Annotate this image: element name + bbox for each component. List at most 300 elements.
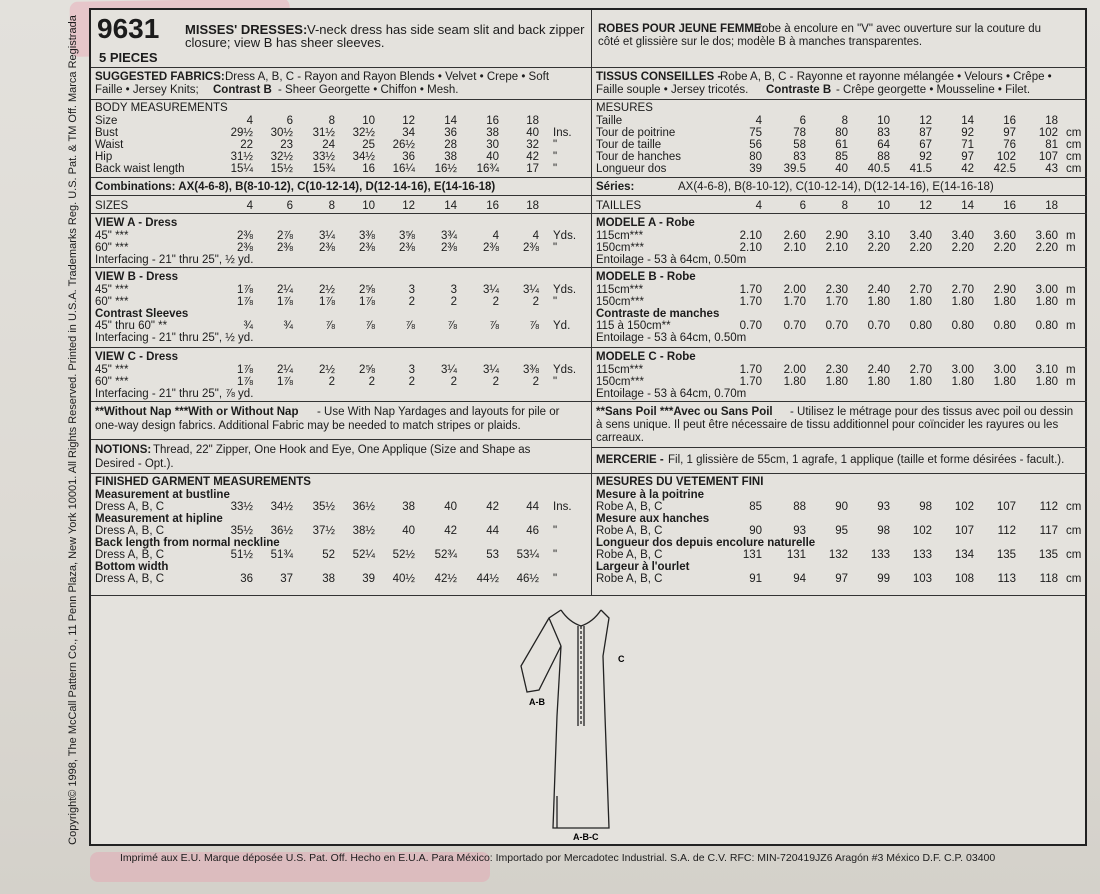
fr-model-c-row-value: 1.80 [1035,376,1058,388]
fr-body-row-value: 83 [877,127,890,139]
view-c-row-value: 2 [368,376,375,388]
body-row-unit: Ins. [553,127,572,139]
fr-body-row-value: 10 [877,115,890,127]
finished-row-value: 40 [444,501,457,513]
pieces-count: 5 PIECES [99,50,158,65]
body-row-value: 16 [362,163,375,175]
body-row-label: Back waist length [95,163,185,175]
body-row-value: 32½ [352,127,375,139]
view-c-row-value: 3¼ [441,364,457,376]
copyright-text: Copyright© 1998, The McCall Pattern Co., 11 Penn Plaza, New York 10001. All Rights Reserved. Printed in U.S.A. Trademarks Reg. U.S. Pat. & TM Off. Marca Registrada [67,15,79,845]
fabrics-line-1: Dress A, B, C - Rayon and Rayon Blends • Velvet • Crepe • Soft [225,71,550,83]
body-row-value: 16½ [434,163,457,175]
fr-model-a-row-value: 3.60 [1035,230,1058,242]
view-b-title: VIEW B - Dress [95,271,179,283]
body-row-value: 34 [402,127,415,139]
view-b-contrast-row-value: ¾ [283,320,293,332]
fr-finished-row-label: Robe A, B, C [596,525,663,537]
body-row-label: Hip [95,151,113,163]
fr-model-c-row-value: 3.10 [1035,364,1058,376]
copyright-sidebar [60,10,86,850]
view-c-row-value: 1⅞ [237,364,253,376]
fr-body-row-value: 40 [835,163,848,175]
fr-model-b-row-value: 1.80 [909,296,932,308]
fr-model-a-row-value: 2.10 [825,242,848,254]
fr-body-row-value: 80 [749,151,762,163]
fr-model-a-row-value: 2.20 [909,242,932,254]
fr-finished-row-value: 131 [742,549,762,561]
fr-finished-title: Longueur dos depuis encolure naturelle [596,537,816,549]
finished-row-value: 52¼ [352,549,375,561]
fr-size-header: 18 [1045,200,1058,212]
notions-block [91,440,591,474]
notions-label: NOTIONS: [95,444,152,456]
body-row-value: 15½ [270,163,293,175]
fr-model-b-contrast-row-value: 0.80 [1035,320,1058,332]
body-row-value: 36 [402,151,415,163]
view-c-row-value: 3¼ [483,364,499,376]
finished-row-value: 37 [280,573,293,585]
fr-model-a-row-value: 3.60 [993,230,1016,242]
view-c-row-value: 2 [328,376,335,388]
fr-model-b-row-value: 1.80 [951,296,974,308]
fr-body-row-value: 92 [961,127,974,139]
view-a-block [91,214,591,268]
finished-row-unit: Ins. [553,501,572,513]
body-row-value: 15¾ [312,163,335,175]
body-row-value: 31½ [230,151,253,163]
fr-body-row-value: 43 [1045,163,1058,175]
finished-label: FINISHED GARMENT MEASUREMENTS [95,476,311,488]
fr-body-row-value: 92 [919,151,932,163]
fr-finished-row-value: 102 [954,501,974,513]
fr-body-row-value: 85 [835,151,848,163]
fabrics-contrast: Contrast B [213,84,272,96]
fr-body-row-value: 81 [1045,139,1058,151]
fr-body-row-value: 56 [749,139,762,151]
fr-title: ROBES POUR JEUNE FEMME: [598,23,766,35]
view-c-row-label: 45" *** [95,364,129,376]
fr-finished-row-value: 135 [1038,549,1058,561]
fr-model-b-row-value: 1.80 [993,296,1016,308]
fr-model-b-contrast-row-value: 0.80 [951,320,974,332]
finished-row-value: 35½ [312,501,335,513]
fr-body-row-value: 12 [919,115,932,127]
size-header: 18 [526,200,539,212]
fr-finished-row-value: 90 [749,525,762,537]
finished-row-value: 40 [402,525,415,537]
nap-line-2: one-way design fabrics. Additional Fabric may be needed to match stripes or plaids. [95,420,521,432]
body-row-value: 10 [362,115,375,127]
fr-body-row-value: 64 [877,139,890,151]
body-row-value: 26½ [392,139,415,151]
fr-body-row-value: 102 [996,151,1016,163]
notions-line-1: Thread, 22" Zipper, One Hook and Eye, One Applique (Size and Shape as [153,444,531,456]
body-row-value: 28 [444,139,457,151]
sizes-label: SIZES [95,200,129,212]
fr-body-row-value: 40.5 [867,163,890,175]
body-row-unit: " [553,151,558,163]
nap-block [91,402,591,440]
fr-finished-row-unit: cm [1066,573,1082,585]
finished-row-value: 44 [526,501,539,513]
fr-model-c-row-value: 3.00 [993,364,1016,376]
fr-nap-block [592,402,1087,448]
instruction-frame [89,8,1087,846]
fr-model-c-block [592,348,1087,402]
fr-model-b-note: Entoilage - 53 à 64cm, 0.50m [596,332,747,344]
finished-row-value: 46 [526,525,539,537]
view-c-row-unit: " [553,376,558,388]
combinations: Combinations: AX(4-6-8), B(8-10-12), C(10-12-14), D(12-14-16), E(14-16-18) [95,181,496,193]
view-c-block [91,348,591,402]
body-row-label: Waist [95,139,124,151]
fr-finished-row-value: 118 [1039,573,1058,585]
fr-model-c-row-value: 2.40 [867,364,890,376]
fr-fabrics-block [592,68,1087,100]
view-c-row-label: 60" *** [95,376,129,388]
fr-model-c-row-value: 2.70 [909,364,932,376]
fr-model-b-row-value: 1.80 [867,296,890,308]
view-b-row-value: 1⅞ [277,296,293,308]
view-c-row-value: 2 [492,376,499,388]
body-row-value: 8 [328,115,335,127]
fr-size-header: 8 [841,200,848,212]
fr-body-row-value: 76 [1003,139,1016,151]
view-a-row-value: 4 [532,230,539,242]
body-measurements [91,100,591,178]
fr-body-row-value: 39 [749,163,762,175]
fr-model-b-contrast-row-value: 0.80 [993,320,1016,332]
fr-desc-1: robe à encolure en "V" avec ouverture sur la couture du [758,23,1042,35]
view-b-row-value: 2½ [319,284,335,296]
fr-finished-row-value: 112 [1039,501,1058,513]
finished-row-value: 34½ [270,501,293,513]
fr-body-row-value: 16 [1003,115,1016,127]
fr-finished-row-value: 131 [786,549,806,561]
fr-body-row-unit: cm [1066,127,1082,139]
fr-model-b-contrast-row-value: 0.80 [909,320,932,332]
fr-body-row-value: 88 [877,151,890,163]
fr-model-b-row-label: 115cm*** [596,284,644,296]
finished-row-value: 53¼ [516,549,539,561]
body-row-value: 32½ [270,151,293,163]
view-c-row-value: 2 [450,376,457,388]
fr-model-b-contrast-row-value: 0.70 [825,320,848,332]
fr-model-a-row-label: 150cm*** [596,242,644,254]
fr-model-c-row-value: 1.80 [951,376,974,388]
back-view-drawing [91,596,1085,842]
fr-finished-row-value: 107 [996,501,1016,513]
fr-model-a-row-value: 2.20 [1035,242,1058,254]
view-b-row-value: 3¼ [523,284,539,296]
fr-mercerie-block [592,448,1087,474]
fr-body-row-value: 58 [793,139,806,151]
view-b-note: Interfacing - 21" thru 25", ½ yd. [95,332,254,344]
view-b-contrast-row-value: ⅞ [405,320,415,332]
finished-title: Measurement at hipline [95,513,223,525]
view-b-row-value: 1⅞ [237,284,253,296]
view-a-row-value: 3⅝ [399,230,415,242]
fr-body-row-value: 80 [835,127,848,139]
finished-row-value: 35½ [230,525,253,537]
body-row-value: 31½ [312,127,335,139]
view-a-row-value: 2⅞ [277,230,293,242]
view-c-row-value: 2⅝ [359,364,375,376]
body-row-value: 4 [246,115,253,127]
view-c-row-unit: Yds. [553,364,577,376]
finished-row-value: 42 [444,525,457,537]
garment-illustration [91,596,1085,842]
body-row-label: Size [95,115,118,127]
finished-row-value: 38½ [352,525,375,537]
finished-row-value: 42½ [434,573,457,585]
view-a-row-value: 3⅜ [359,230,375,242]
view-a-row-value: 2⅜ [399,242,415,254]
size-header: 8 [328,200,335,212]
body-row-value: 36 [444,127,457,139]
fr-body-row-label: Tour de hanches [596,151,682,163]
fr-model-c-row-label: 150cm*** [596,376,644,388]
view-a-row-label: 60" *** [95,242,129,254]
fr-finished-row-value: 103 [912,573,932,585]
finished-row-label: Dress A, B, C [95,525,165,537]
body-row-label: Bust [95,127,119,139]
fr-model-c-row-value: 1.70 [739,364,762,376]
body-row-value: 24 [322,139,335,151]
fr-finished-row-value: 117 [1039,525,1058,537]
view-b-row-value: 1⅞ [237,296,253,308]
view-a-row-value: 2⅜ [441,242,457,254]
pattern-desc-2: closure; view B has sheer sleeves. [185,35,385,50]
body-measurements-label: BODY MEASUREMENTS [95,102,228,114]
fr-body-row-value: 39.5 [783,163,806,175]
fr-size-header: 6 [799,200,806,212]
fr-finished-label: MESURES DU VETEMENT FINI [596,476,764,488]
pattern-desc-1: V-neck dress has side seam slit and back zipper [307,22,585,37]
fr-body-row-label: Tour de poitrine [596,127,676,139]
body-row-value: 32 [526,139,539,151]
fr-body-row-label: Longueur dos [596,163,667,175]
fr-body-row-value: 6 [799,115,806,127]
finished-row-value: 46½ [516,573,539,585]
view-a-row-value: 3¾ [441,230,457,242]
fr-body-row-value: 102 [1038,127,1058,139]
fr-fabrics-line-2c: - Crêpe georgette • Mousseline • Filet. [836,84,1031,96]
body-row-value: 6 [286,115,293,127]
fr-finished-row-unit: cm [1066,525,1082,537]
nap-line-1: - Use With Nap Yardages and layouts for pile or [317,406,560,418]
view-b-row-value: 2 [408,296,415,308]
body-row-value: 17 [526,163,539,175]
fr-model-c-row-value: 1.70 [739,376,762,388]
fr-model-a-note: Entoilage - 53 à 64cm, 0.50m [596,254,747,266]
finished-row-value: 42 [486,501,499,513]
view-c-row-value: 3 [408,364,415,376]
fr-finished-row-label: Robe A, B, C [596,501,663,513]
view-b-row-value: 2⅝ [359,284,375,296]
size-header: 4 [246,200,253,212]
fr-model-b-row-value: 2.70 [909,284,932,296]
fabrics-label: SUGGESTED FABRICS: [95,71,225,83]
fr-finished-row-value: 108 [954,573,974,585]
finished-row-value: 52½ [392,549,415,561]
body-row-value: 38 [486,127,499,139]
fr-finished-row-unit: cm [1066,501,1082,513]
fr-series-label: Séries: [596,181,635,193]
dress-outline [521,610,609,828]
fr-model-b-contrast-row-unit: m [1066,320,1076,332]
finished-title: Bottom width [95,561,169,573]
fr-model-a-row-value: 2.60 [783,230,806,242]
view-a-row-unit: Yds. [553,230,577,242]
size-header: 6 [286,200,293,212]
fr-model-a-row-value: 2.20 [867,242,890,254]
fr-body-row-value: 18 [1045,115,1058,127]
fr-model-b-row-value: 2.40 [867,284,890,296]
fr-nap-label: **Sans Poil ***Avec ou Sans Poil [596,406,773,418]
fr-model-b-row-label: 150cm*** [596,296,644,308]
fr-finished-row-value: 134 [954,549,974,561]
fr-finished-row-value: 113 [997,573,1016,585]
fr-finished-row-value: 98 [877,525,890,537]
finished-row-unit: " [553,525,558,537]
view-c-title: VIEW C - Dress [95,351,179,363]
finished-measurements [91,474,591,596]
fr-finished-row-value: 132 [828,549,848,561]
fr-model-a-row-unit: m [1066,242,1076,254]
finished-row-value: 36½ [352,501,375,513]
view-a-row-value: 3¼ [319,230,335,242]
fr-desc-2: côté et glissière sur le dos; modèle B à manches transparentes. [598,36,923,48]
fr-finished-row-label: Robe A, B, C [596,573,663,585]
view-b-row-value: 2 [492,296,499,308]
fr-size-header: 16 [1003,200,1016,212]
view-b-contrast-row-value: ⅞ [489,320,499,332]
fr-model-b-block [592,268,1087,348]
fr-fabrics-line-1: Robe A, B, C - Rayonne et rayonne mélangée • Velours • Crêpe • [720,71,1052,83]
finished-row-value: 52¾ [434,549,457,561]
fr-model-c-row-value: 1.80 [825,376,848,388]
fr-finished-row-value: 112 [997,525,1016,537]
fr-model-a-row-unit: m [1066,230,1076,242]
fr-model-b-title: MODELE B - Robe [596,271,696,283]
fr-model-a-title: MODELE A - Robe [596,217,695,229]
fabrics-line-2c: - Sheer Georgette • Chiffon • Mesh. [278,84,459,96]
notions-line-2: Desired - Opt.). [95,458,174,470]
view-b-row-value: 2 [450,296,457,308]
fr-finished-row-value: 93 [877,501,890,513]
view-b-contrast-title: Contrast Sleeves [95,308,189,320]
fr-model-b-row-value: 2.30 [825,284,848,296]
fr-model-b-contrast-row-value: 0.70 [867,320,890,332]
view-a-row-value: 2⅜ [523,242,539,254]
fr-body-row-label: Tour de taille [596,139,662,151]
view-b-row-value: 2¼ [277,284,293,296]
finished-row-unit: " [553,549,558,561]
fr-header-block [592,10,1087,68]
view-b-row-value: 3 [408,284,415,296]
fr-model-c-row-value: 2.00 [783,364,806,376]
body-row-value: 23 [280,139,293,151]
fr-finished-title: Mesure aux hanches [596,513,710,525]
fr-series: AX(4-6-8), B(8-10-12), C(10-12-14), D(12-14-16), E(14-16-18) [678,181,994,193]
body-row-unit: " [553,139,558,151]
view-b-contrast-row-label: 45" thru 60" ** [95,320,168,332]
fr-model-c-row-value: 1.80 [783,376,806,388]
fr-body-row-unit: cm [1066,151,1082,163]
fr-model-b-row-value: 2.70 [951,284,974,296]
view-b-contrast-row-value: ⅞ [365,320,375,332]
fr-model-b-contrast-row-value: 0.70 [783,320,806,332]
fr-model-a-row-value: 3.40 [951,230,974,242]
fr-model-b-row-value: 1.70 [783,296,806,308]
view-b-row-unit: " [553,296,558,308]
fr-body-row-unit: cm [1066,139,1082,151]
view-c-row-value: 2 [532,376,539,388]
fr-body-label: MESURES [596,102,653,114]
fr-series-row [592,178,1087,196]
fr-fabrics-line-2: Faille souple • Jersey tricotés. [596,84,749,96]
fr-finished-title: Largeur à l'ourlet [596,561,690,573]
finished-row-label: Dress A, B, C [95,573,165,585]
fr-finished-row-value: 97 [835,573,848,585]
fr-model-c-row-value: 1.80 [993,376,1016,388]
view-c-row-value: 2½ [319,364,335,376]
footer-imprint: Imprimé aux E.U. Marque déposée U.S. Pat. Off. Hecho en E.U.A. Para México: Importado por Mercadotec Industrial. S.A. de C.V. RFC: MIN-720419JZ6 Aragón #3 México D.F. C.P. 03400 [120,852,996,864]
view-b-row-unit: Yds. [553,284,577,296]
finished-row-value: 44 [486,525,499,537]
fr-finished-row-value: 107 [954,525,974,537]
view-b-contrast-row-value: ⅞ [529,320,539,332]
fr-body-row-value: 42.5 [993,163,1016,175]
body-row-value: 16¼ [392,163,415,175]
size-header: 14 [444,200,457,212]
fr-model-a-row-value: 2.10 [739,242,762,254]
view-b-contrast-row-value: ⅞ [447,320,457,332]
finished-title: Measurement at bustline [95,489,230,501]
view-c-row-value: 2 [408,376,415,388]
fr-model-b-row-value: 1.70 [739,296,762,308]
fr-finished-row-value: 90 [835,501,848,513]
fr-body-row-value: 14 [961,115,974,127]
fr-finished-row-value: 133 [870,549,890,561]
fr-model-c-row-unit: m [1066,364,1076,376]
fr-model-a-row-value: 2.90 [825,230,848,242]
view-c-row-value: 2¼ [277,364,293,376]
fr-model-b-row-value: 1.70 [739,284,762,296]
fr-model-c-note: Entoilage - 53 à 64cm, 0.70m [596,388,747,400]
view-a-row-value: 2⅜ [319,242,335,254]
fr-fabrics-label: TISSUS CONSEILLES - [596,71,722,83]
fr-finished-row-value: 135 [996,549,1016,561]
fr-body-row-value: 4 [755,115,762,127]
body-row-value: 33½ [312,151,335,163]
view-a-title: VIEW A - Dress [95,217,178,229]
size-header: 12 [402,200,415,212]
body-row-value: 38 [444,151,457,163]
fr-model-c-row-value: 1.80 [867,376,890,388]
fr-model-a-row-value: 2.20 [951,242,974,254]
fr-model-c-row-value: 2.30 [825,364,848,376]
view-b-contrast-row-value: ⅞ [325,320,335,332]
fr-mercerie-label: MERCERIE - [596,454,664,466]
fr-finished-row-value: 93 [793,525,806,537]
label-c: C [618,654,625,664]
body-row-value: 40 [486,151,499,163]
fr-model-c-row-value: 1.80 [909,376,932,388]
fr-mercerie: Fil, 1 glissière de 55cm, 1 agrafe, 1 applique (taille et forme désirées - facult.). [668,454,1065,466]
